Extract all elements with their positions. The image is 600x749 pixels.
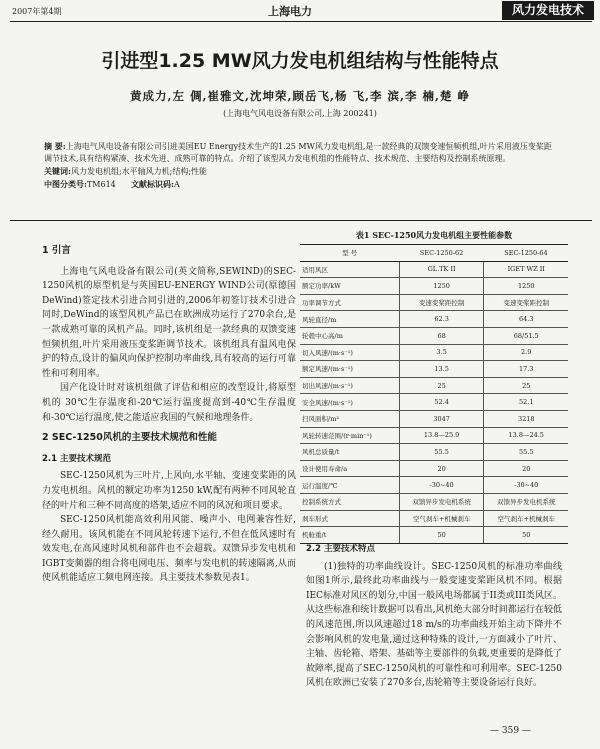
table-row — [300, 377, 568, 394]
table-row — [300, 477, 568, 494]
param-cell: 额定风速/(m·s⁻¹) — [300, 361, 399, 378]
classification — [44, 178, 552, 191]
table-header-cell: 型 号 — [300, 245, 399, 262]
table-row — [300, 278, 568, 295]
affiliation: (上海电气风电设备有限公司,上海 200241) — [223, 109, 377, 118]
section-2-heading: 2 SEC-1250风机的主要技术规范和性能 — [42, 432, 217, 444]
table-header-cell: SEC-1250-62 — [399, 245, 484, 262]
value-cell: 55.5 — [484, 444, 568, 461]
value-cell: 变速变桨距控制 — [399, 294, 484, 311]
doc-code: A — [173, 180, 180, 189]
value-cell: 3047 — [399, 410, 484, 427]
value-cell: -30~40 — [399, 477, 484, 494]
value-cell: 20 — [399, 460, 484, 477]
param-cell: 额定功率/kW — [300, 278, 399, 295]
value-cell: 1250 — [484, 278, 568, 295]
abstract — [44, 140, 552, 165]
value-cell: 52.4 — [399, 394, 484, 411]
value-cell: 空气刹车+机械刹车 — [484, 510, 568, 527]
section-1-heading: 1 引言 — [42, 245, 71, 256]
article-title: 引进型1.25 MW风力发电机组结构与性能特点 — [101, 50, 499, 72]
value-cell: 25 — [484, 377, 568, 394]
value-cell: 50 — [484, 527, 568, 544]
doc-label: 文献标识码: — [131, 179, 174, 189]
value-cell: -30~40 — [484, 477, 568, 494]
value-cell: 52.1 — [484, 394, 568, 411]
param-cell: 扫风面积/m² — [300, 410, 399, 427]
param-cell: 切出风速/(m·s⁻¹) — [300, 377, 399, 394]
table-row — [300, 410, 568, 427]
param-cell: 轮毂中心高/m — [300, 327, 399, 344]
param-cell: 功率调节方式 — [300, 294, 399, 311]
table-caption: 表1 SEC-1250风力发电机组主要性能参数 — [355, 230, 513, 240]
section-tag: 风力发电技术 — [502, 1, 594, 20]
specs-table — [300, 244, 568, 544]
value-cell: 50 — [399, 527, 484, 544]
keywords-label: 关键词: — [44, 166, 71, 176]
param-cell: 适用风区 — [300, 261, 399, 278]
param-cell: 切入风速/(m·s⁻¹) — [300, 344, 399, 361]
table-header-cell: SEC-1250-64 — [484, 245, 568, 262]
value-cell: 20 — [484, 460, 568, 477]
value-cell: 68/51.5 — [484, 327, 568, 344]
value-cell: 25 — [399, 377, 484, 394]
table-row — [300, 510, 568, 527]
author-list: 黄成力,左 倜,崔雅文,沈坤荣,顾岳飞,杨 飞,李 滨,李 楠,楚 峥 — [129, 89, 471, 103]
param-cell: 控制系统方式 — [300, 493, 399, 510]
value-cell: 62.3 — [399, 311, 484, 328]
param-cell: 运行温度/℃ — [300, 477, 399, 494]
table-row — [300, 460, 568, 477]
param-cell: 安全风速/(m·s⁻¹) — [300, 394, 399, 411]
value-cell: GL.TK II — [399, 261, 484, 278]
value-cell: 双馈异步发电机系统 — [484, 493, 568, 510]
abstract-text: 上海电气风电设备有限公司引进美国EU Energy技术生产的1.25 MW风力发电机组,是一款经典的双馈变速恒频机组,叶片采用液压变桨距调节技术,具有结构紧凑、技术先进、成熟可靠的特点。介绍了该型风力发电机组的性能特点、技术规范、主要结构及控制系统原理。 — [44, 142, 552, 163]
header-divider — [10, 21, 592, 22]
param-cell: 风轮直径/m — [300, 311, 399, 328]
table-row — [300, 493, 568, 510]
section-1-paragraph-2: 国产化设计时对该机组做了评估和相应的改型设计,将原型机的 30℃生存温度和-20℃运行温度提高到-40℃生存温度和-30℃运行温度,使之能适应我国的气候和地理条件。 — [42, 383, 296, 423]
section-2-1-paragraph-2: SEC-1250风机能高效利用风能、噪声小、电网兼容性好,经久耐用。该风机能在不同风轮转速下运行,不但在低风速时有效发电,在高风速时风机和部件也不会超载。双馈异步发电机和IGBT变频器的组合将电网电压、频率与发电机的转速隔离,从而使风机能适应工频电网连接。具主要技术参数见表1。 — [42, 515, 296, 584]
value-cell: 13.8—24.5 — [484, 427, 568, 444]
abstract-label: 摘 要: — [44, 141, 66, 151]
class-number: TM614 — [86, 180, 116, 189]
value-cell: 68 — [399, 327, 484, 344]
table-row — [300, 394, 568, 411]
value-cell: 13.8—25.9 — [399, 427, 484, 444]
value-cell: 变速变桨距控制 — [484, 294, 568, 311]
page-number: — 359 — — [490, 726, 531, 736]
section-2-2-heading: 2.2 主要技术特点 — [306, 544, 376, 554]
table-header-row — [300, 245, 568, 262]
class-label: 中图分类号: — [44, 179, 87, 189]
value-cell: 双馈异步发电机系统 — [399, 493, 484, 510]
value-cell: 64.3 — [484, 311, 568, 328]
table-row — [300, 311, 568, 328]
section-2-1-heading: 2.1 主要技术规范 — [42, 453, 112, 464]
table-row — [300, 344, 568, 361]
left-column — [42, 238, 296, 586]
value-cell: 55.5 — [399, 444, 484, 461]
section-1-paragraph-1: 上海电气风电设备有限公司(英文简称,SEWIND)的SEC-1250风机的原型机是与英国EU-ENERGY WIND公司(原德国DeWind)签定技术引进合同引进的,2006年初签订技术引进合同时,DeWind的该型风机产品已在欧洲成功运行了270余台,是一款成熟可靠的风机产品。同时,该机组是一款经典的双馈变速恒频机组,叶片采用液压变桨距调节技术。该机组具有温风电保护的特点,设计的偏风向保护控制功率曲线,具有较高的运行可靠性和可利用率。 — [42, 266, 296, 379]
table-row — [300, 444, 568, 461]
value-cell: 17.3 — [484, 361, 568, 378]
table-row — [300, 427, 568, 444]
keywords-text: 风力发电机组;水平轴风力机;结构;性能 — [70, 167, 208, 176]
param-cell: 设计使用寿命/a — [300, 460, 399, 477]
table-row — [300, 327, 568, 344]
param-cell: 机舱重/t — [300, 527, 399, 544]
value-cell: 3.5 — [399, 344, 484, 361]
abstract-block — [44, 140, 552, 191]
keywords — [44, 165, 552, 178]
right-column — [306, 540, 562, 691]
journal-name: 上海电力 — [268, 5, 312, 18]
param-cell: 风机总质量/t — [300, 444, 399, 461]
abstract-divider — [10, 220, 592, 221]
param-cell: 风轮转速范围/(r·min⁻¹) — [300, 427, 399, 444]
table-row — [300, 294, 568, 311]
value-cell: 2.9 — [484, 344, 568, 361]
value-cell: IGET WZ II — [484, 261, 568, 278]
value-cell: 1250 — [399, 278, 484, 295]
value-cell: 空气刹车+机械刹车 — [399, 510, 484, 527]
value-cell: 3218 — [484, 410, 568, 427]
param-cell: 刹车形式 — [300, 510, 399, 527]
table-row — [300, 361, 568, 378]
page-header — [0, 0, 600, 22]
section-2-1-paragraph-1: SEC-1250风机为三叶片,上风向,水平轴、变速变桨距的风力发电机组。风机的额定功率为1250 kW,配有两种不同风轮直径的叶片和三种不同高度的塔架,适应不同的风况和项目要求。 — [42, 471, 296, 511]
section-2-2-paragraph-1: (1)独特的功率曲线设计。SEC-1250风机的标准功率曲线如图1所示,最终此功率曲线与一般变速变桨距风机不同。根据IEC标准对风区的划分,中国一般风电场都属于II类或III类风区。从这些标准和统计数据可以看出,风机绝大部分时间都运行在较低的风速范围,所以风速超过18 m/s的功率曲线开始主动下降并不会影响风机的发电量,通过这种特殊的设计,一方面减小了叶片、主轴、齿轮箱、塔架、基础等主要部件的负载,更重要的是降低了故障率,提高了SEC-1250风机的可靠性和可利用率。SEC-1250风机在欧洲已安装了270多台,齿轮箱等主要设备运行良好。 — [306, 561, 562, 689]
value-cell: 13.5 — [399, 361, 484, 378]
issue-number: 2007年第4期 — [12, 7, 62, 16]
table-row — [300, 261, 568, 278]
